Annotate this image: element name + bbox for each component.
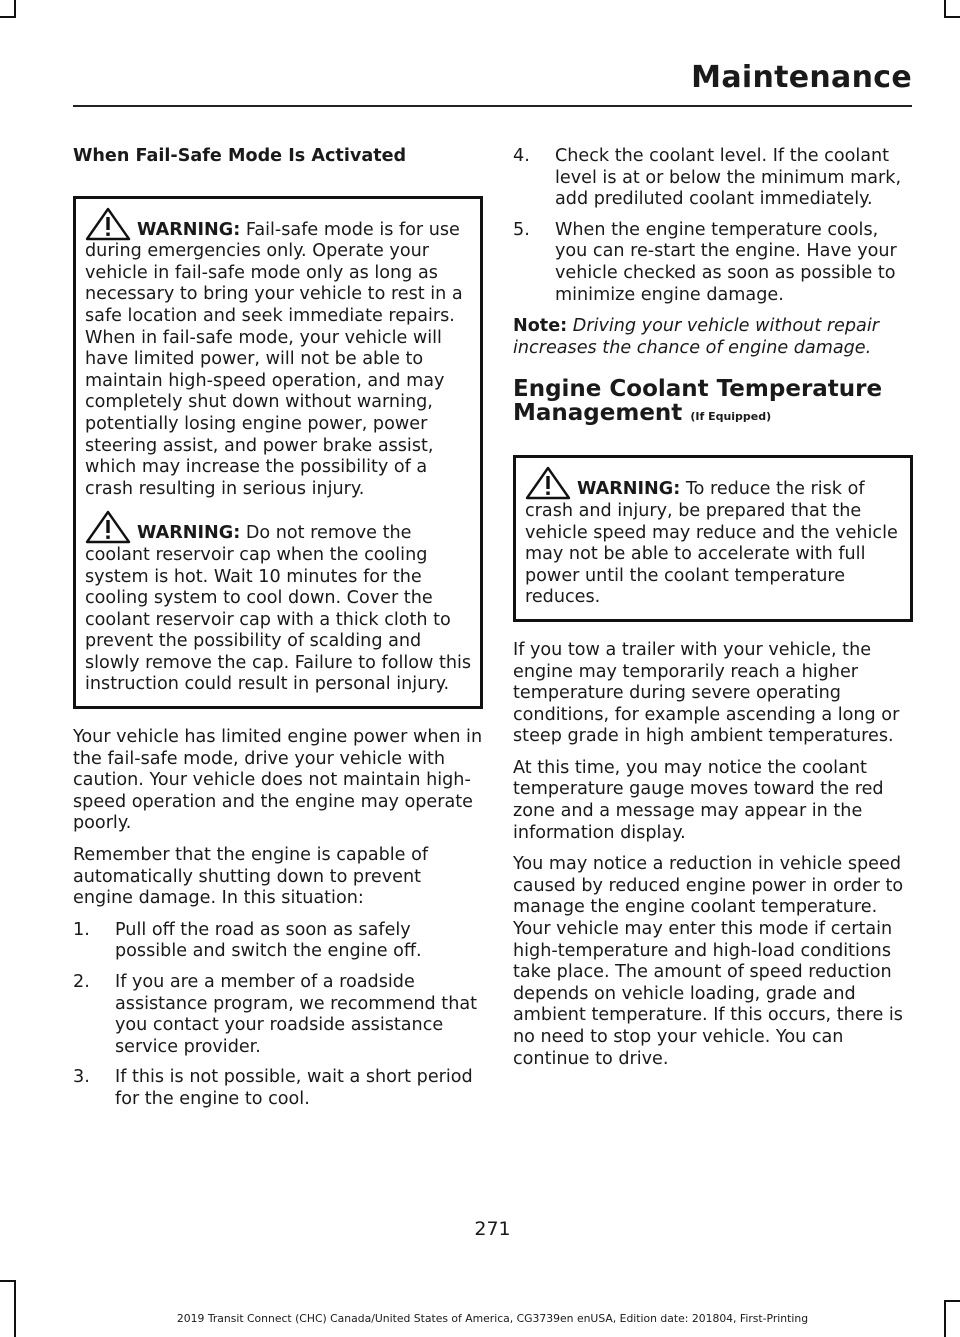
- paragraph: At this time, you may notice the coolant temperature gauge moves toward the red zone and a message may appear in the information display.: [513, 757, 884, 843]
- warning-block: [85, 207, 472, 501]
- warning-block: [85, 510, 472, 696]
- warning-box: [73, 196, 483, 709]
- warning-block: [525, 466, 902, 609]
- paragraph: Your vehicle has limited engine power when in the fail-safe mode, drive your vehicle with caution. Your vehicle does not maintain high-speed operation and the engine may operate poorly.: [73, 727, 483, 834]
- warning-triangle-icon: [525, 466, 571, 500]
- section-title: Engine Coolant Temperature Management: [513, 376, 883, 427]
- step-number: 3.: [73, 1067, 90, 1088]
- paragraph: If you tow a trailer with your vehicle, the engine may temporarily reach a higher temperature during severe operating conditions, for example ascending a long or steep grade in high ambient temperatures.: [513, 639, 900, 747]
- crop-mark: [14, 1280, 16, 1337]
- warning-text: Do not remove the coolant reservoir cap when the cooling system is hot. Wait 10 minutes for the cooling system to cool down. Cover the coolant reservoir cap with a thick cloth to prevent the possibility of scalding and slowly remove the cap. Failure to follow this instruction could result in personal injury.: [85, 523, 472, 695]
- left-column: [73, 146, 483, 1121]
- footer-text: 2019 Transit Connect (CHC) Canada/United States of America, CG3739en enUSA, Edition date: 201804, First-Printing: [176, 1312, 809, 1325]
- step-text: When the engine temperature cools, you can re-start the engine. Have your vehicle checked as soon as possible to minimize engine damage.: [555, 219, 897, 305]
- warning-text: Fail-safe mode is for use during emergencies only. Operate your vehicle in fail-safe mode only as long as necessary to bring your vehicle to rest in a safe location and seek immediate repairs. When in fail-safe mode, your vehicle will have limited power, will not be able to maintain high-speed operation, and may completely shut down without warning, potentially losing engine power, power steering assist, and power brake assist, which may increase the possibility of a crash resulting in serious injury.: [85, 219, 463, 499]
- step-text: Pull off the road as soon as safely possible and switch the engine off.: [115, 919, 422, 962]
- crop-mark: [0, 1280, 16, 1282]
- paragraph: You may notice a reduction in vehicle speed caused by reduced engine power in order to manage the engine coolant temperature. Your vehicle may enter this mode if certain high-temperature and high-load conditions take place. The amount of speed reduction depends on vehicle loading, grade and ambient temperature. If this occurs, there is no need to stop your vehicle. You can continue to drive.: [513, 854, 904, 1069]
- crop-mark: [944, 1300, 960, 1302]
- list-item: [73, 972, 483, 1058]
- crop-mark: [0, 16, 16, 18]
- note-text: Driving your vehicle without repair increases the chance of engine damage.: [513, 316, 879, 358]
- page-title: Maintenance: [691, 60, 912, 95]
- step-text: Check the coolant level. If the coolant level is at or below the minimum mark, add prediluted coolant immediately.: [555, 146, 902, 210]
- step-number: 2.: [73, 972, 90, 992]
- subheading: When Fail-Safe Mode Is Activated: [73, 146, 407, 166]
- steps-list: [73, 920, 483, 1111]
- section-heading: [513, 377, 913, 429]
- page-number: 271: [474, 1218, 511, 1240]
- step-text: If this is not possible, wait a short period for the engine to cool.: [115, 1067, 473, 1109]
- step-number: 4.: [513, 146, 530, 166]
- step-number: 1.: [73, 919, 90, 940]
- note: [513, 316, 913, 359]
- warning-triangle-icon: [85, 207, 131, 241]
- list-item: [73, 920, 483, 963]
- list-item: [513, 146, 913, 211]
- warning-triangle-icon: [85, 510, 131, 544]
- right-column: [513, 146, 913, 1080]
- paragraph: Remember that the engine is capable of automatically shutting down to prevent engine damage. In this situation:: [73, 845, 429, 909]
- note-label: Note:: [513, 316, 568, 337]
- list-item: [73, 1067, 483, 1110]
- step-text: If you are a member of a roadside assistance program, we recommend that you contact your roadside assistance service provider.: [115, 972, 478, 1057]
- step-number: 5.: [513, 219, 530, 240]
- section-qualifier: (If Equipped): [690, 410, 772, 424]
- warning-box: [513, 455, 913, 622]
- steps-list: [513, 146, 913, 306]
- crop-mark: [944, 16, 960, 18]
- warning-label: WARNING:: [137, 523, 241, 544]
- warning-label: WARNING:: [577, 479, 681, 500]
- warning-text: To reduce the risk of crash and injury, be prepared that the vehicle speed may reduce and the vehicle may not be able to accelerate with full power until the coolant temperature reduces.: [525, 479, 898, 608]
- list-item: [513, 220, 913, 306]
- header-rule: [73, 105, 912, 107]
- warning-label: WARNING:: [137, 219, 241, 240]
